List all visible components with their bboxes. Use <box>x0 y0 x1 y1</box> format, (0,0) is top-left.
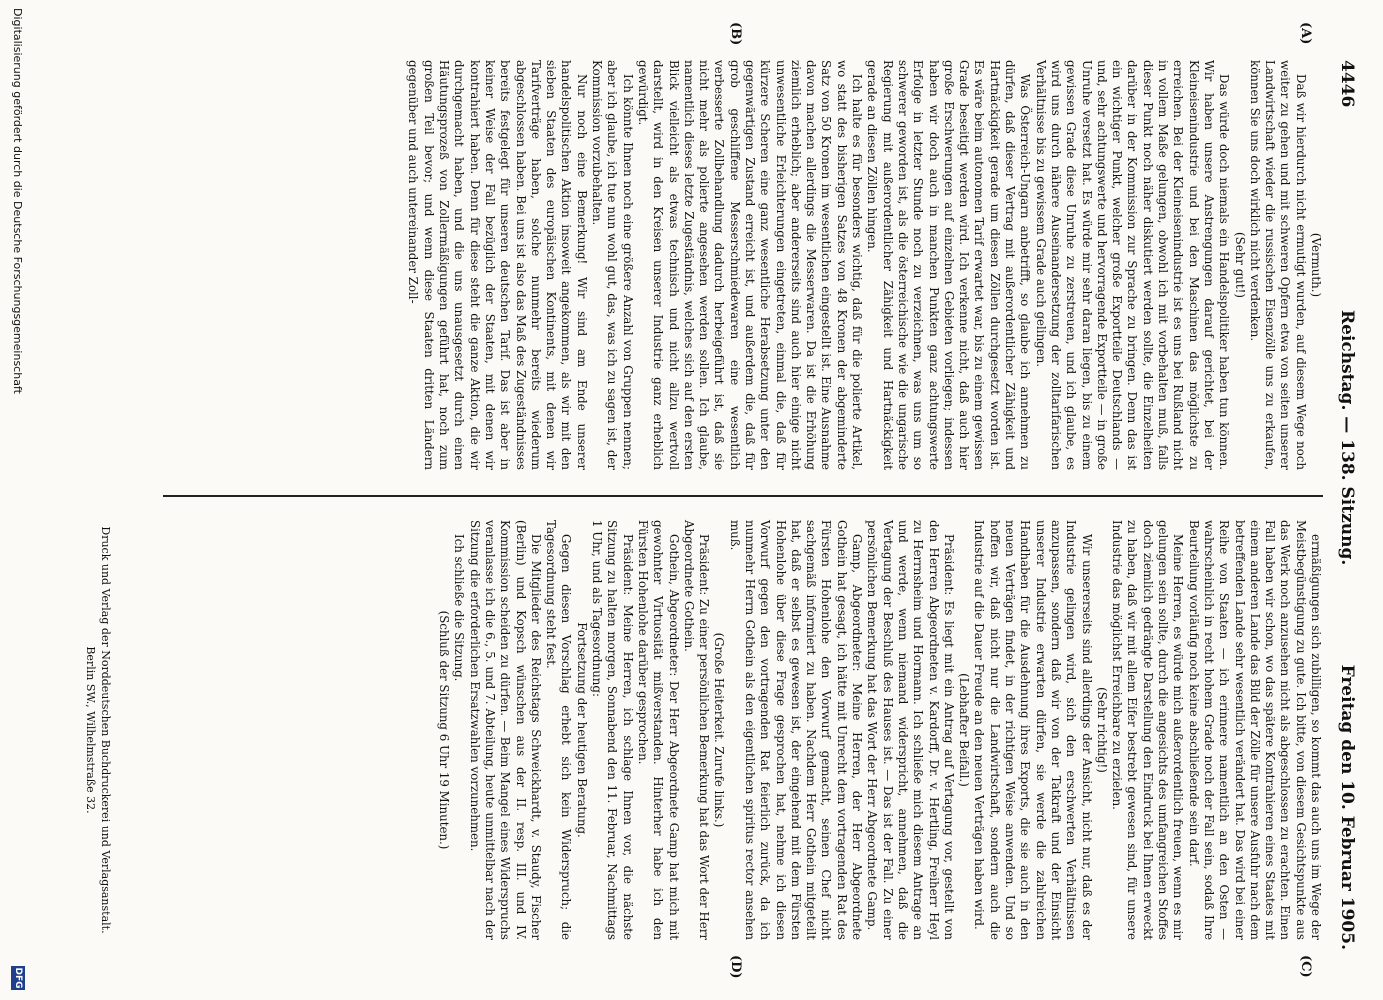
header-date: Freitag den 10. Februar 1905. <box>1337 664 1357 950</box>
header-title: Reichstag. — 138. Sitzung. <box>1337 310 1357 566</box>
paragraph: Wir unsererseits sind allerdings der Ansicht, nicht nur, daß es der Industrie gelingen wird, sich den erschwerten Verhältnissen anzupassen, sondern daß wir von der Tatkraft und der Einsicht unserer Industrie erwarten dürfen, sie werde die zahlreichen Handhaben für die Ausdehnung ihres Exports, die sie auch in den neuen Verträgen findet, in der richtigen Weise anwenden. Und so hoffen wir, daß nicht nur die Landwirtschaft, sondern auch die Industrie auf die Dauer Freude an den neuen Verträgen haben wird. <box>972 520 1094 940</box>
paragraph: Präsident: Meine Herren, ich schlage Ihnen vor, die nächste Sitzung zu halten morgen, Sonnabend den 11. Februar, Nachmittags 1 Uhr, und als Tagesordnung: <box>590 520 635 940</box>
paragraph: Ich könnte Ihnen noch eine größere Anzahl von Gruppen nennen; aber ich glaube, ich tue nun wohl gut, das, was ich zu sagen ist, der Kommission vorzubehalten. <box>590 60 635 470</box>
paragraph: Ich halte es für besonders wichtig, daß für die polierte Artikel, wo statt des bisherigen Satzes von 48 Kronen der abgeminderte Satz von 50 Kronen im wesentlichen eingestellt ist. Eine Ausnahme davon machen allerdings die Messerwaren. Da ist die Erhöhung ziemlich erheblich; aber andererseits sind auch hier einige nicht unwesentliche Erleichterungen eingetreten, einmal die, daß für kürzere Scheren eine ganz wesentliche Herabsetzung unter den gegenwärtigen Zustand erreicht ist, und außerdem die, daß für grob geschliffene Messerschmiedewaren eine wesentlich verbesserte Zollbehandlung dadurch herbeigeführt ist, daß sie nicht mehr als polierte angesehen werden sollen. Ich glaube, namentlich dieses letzte Zugeständnis, welches sich auf den ersten Blick vielleicht als etwas technisch und nicht allzu wertvoll darstellt, wird in den Kreisen unserer Industrie ganz erheblich gewürdigt. <box>635 60 865 470</box>
paragraph: Meine Herren, es würde mich außerordentlich freuen, wenn es mir gelungen sein sollte, durch die angesichts des umfangreichen Stoffes doch ziemlich gedrängte Darstellung den Eindruck bei Ihnen erweckt zu haben, daß wir mit allem Eifer bestrebt gewesen sind, für unsere Industrie das möglichst Erreichbare zu erzielen. <box>1110 520 1186 940</box>
imprint-line: Druck und Verlag der Norddeutschen Buchdruckerei und Verlagsanstalt. <box>99 526 112 934</box>
margin-mark-c: (C) <box>1298 955 1313 978</box>
session-end-note: (Schluß der Sitzung 6 Uhr 19 Minuten.) <box>437 610 452 850</box>
paragraph: Das würde doch niemals ein Handelspolitiker haben tun können. Wir haben unsere Anstrengungen darauf gerichtet, bei der Kleineisenindustrie und bei den Maschinen das möglichste zu erreichen. Bei der Kleineisenindustrie ist es uns bei Rußland nicht in vollem Maße gelungen, obwohl ich mit vorbehalten muß, falls dieser Punkt noch näher diskutiert werden sollte, die Einzelheiten darüber in der Kommission zur Sprache zu bringen. Denn das ist ein wichtiger Punkt, welcher große Exportteile Deutschlands — und, sehr achtungswerte und hervorragende Exportteile — in große Unruhe versetzt hat. Es würde mir sehr daran liegen, bis zu einem gewissen Grade diese Unruhe zu zerstreuen, und ich glaube, es wird uns durch nähere Auseinandersetzung der zolltarifarischen Verhältnisse bis zu gewissem Grade auch gelingen. <box>1033 60 1232 470</box>
paragraph: ermäßigungen sich zubilligen, so kommt das auch uns im Wege der Meistbegünstigung zu gute. Ich bitte, von diesem Gesichtspunkte aus das Werk noch anzusehen nicht als abgeschlossen zu erachten. Einen Fall haben wir schon, wo das spätere Kontrahieren eines Staates mit einem anderen Lande das Bild der Zölle für unsere Ausfuhr nach dem betreffenden Lande sehr wesentlich verändert hat. Das wird bei einer Reihe von Staaten — ich erinnere namentlich an den Osten — wahrscheinlich in recht hohem Grade noch der Fall sein, sodaß Ihre Beurteilung vorläufig noch keine abschließende sein darf. <box>1186 520 1323 940</box>
paragraph: Daß wir hierdurch nicht ermutigt wurden, auf diesem Wege noch weiter zu gehen und mit schweren Opfern etwa von seiten unserer Landwirtschaft wieder die russischen Eisenzölle uns zu erkaufen, können Sie uns doch wirklich nicht verdenken. <box>1247 60 1308 470</box>
margin-mark-d: (D) <box>728 955 743 979</box>
page-number: 4446 <box>1337 60 1357 108</box>
digitization-note <box>6 0 28 1000</box>
dfg-logo-icon: DFG <box>13 967 23 989</box>
paragraph: Gamp, Abgeordneter: Meine Herren, der Herr Abgeordnete Gothein hat gesagt, ich hätte mit Unrecht dem vortragenden Rat des Fürsten Hohenlohe den Vorwurf gemacht, seinen Chef nicht sachgemäß informiert zu haben. Nachdem Herr Gothein mitgeteilt hat, daß er selbst es gewesen ist, der eingehend mit dem Fürsten Hohenlohe über diese Frage gesprochen hat, nehme ich diesen Vorwurf gegen den vortragenden Rat feierlich zurück, da ich nunmehr Herrn Gothein als den eigentlichen spiritus rector ansehen muß. <box>727 520 865 940</box>
paragraph: Gothein, Abgeordneter: Der Herr Abgeordnete Gamp hat mich mit gewohnter Virtuosität mißverstanden. Hinterher habe ich den Fürsten Hohenlohe darüber gesprochen. <box>635 520 681 940</box>
margin-mark-b: (B) <box>728 22 743 46</box>
imprint-line: Berlin SW., Wilhelmstraße 32. <box>84 646 97 814</box>
paragraph: Die Mitglieder des Reichstags Schweickhardt, v. Staudy, Fischer (Berlin) und Kopsch wünschen aus der II. resp. III. und IV. Kommission scheiden zu dürfen. — Beim Mangel eines Widerspruchs veranlasse ich die 6., 5. und 7. Abteilung, heute unmittelbar nach der Sitzung die erforderlichen Ersatzwahlen vorzunehmen. <box>467 520 543 940</box>
column-divider <box>163 495 1323 497</box>
paragraph: Was Österreich-Ungarn anbetrifft, so glaube ich annehmen zu dürfen, daß dieser Vertrag mit außerordentlicher Zähigkeit und Hartnäckigkeit gerade um diesen Zöllen durchgesetzt worden ist. Es wäre beim autonomen Tarif erwartet war, bis zu einem gewissen Grade beseitigt werden wird. Ich verkenne nicht, daß auch hier große Erschwerungen auf einzelnen Gebieten vorliegen; indessen haben wir doch auch in manchen Punkten ganz achtungswerte Erfolge in letzter Stunde noch zu verzeichnen, was uns um so schwerer geworden ist, als die österreichische wie die ungarische Regierung mit außerordentlicher Zähigkeit und Hartnäckigkeit gerade an diesen Zöllen hingen. <box>865 60 1033 470</box>
page-header <box>1331 60 1357 960</box>
agenda-item: Fortsetzung der heutigen Beratung. <box>574 622 589 838</box>
paragraph: Präsident: Es liegt mit ein Antrag auf Vertagung vor, gestellt von den Herren Abgeordneten v. Kardorff, Dr. v. Hertling, Freiherr Heyl zu Herrnsheim und Hormann. Ich schließe mich diesem Antrage an und werde, wenn niemand widerspricht, annehmen, daß die Vertagung der Beschluß des Hauses ist. — Das ist der Fall. Zu einer persönlichen Bemerkung hat das Wort der Herr Abgeordnete Gamp. <box>865 520 956 940</box>
dfg-credit-text: Digitalisierung gefördert durch die Deutsche Forschungsgemeinschaft <box>11 8 24 394</box>
interjection: (Große Heiterkeit. Zurufe links.) <box>712 632 727 828</box>
text-column-right <box>436 520 1323 940</box>
margin-mark-a: (A) <box>1298 22 1313 45</box>
paragraph: Ich schließe die Sitzung. <box>452 534 467 682</box>
paragraph: Präsident: Zu einer persönlichen Bemerkung hat das Wort der Herr Abgeordnete Gothein. <box>681 520 712 940</box>
interjection: (Sehr richtig!) <box>1094 687 1109 773</box>
speaker-tag: (Vermuth.) <box>1309 232 1323 298</box>
interjection: (Sehr gut!) <box>1232 232 1247 298</box>
text-column-left <box>405 60 1323 470</box>
paragraph: Nur noch eine Bemerkung! Wir sind am Ende unserer handelspolitischen Aktion insoweit angekommen, als wir mit den sieben Staaten des europäischen Kontinents, mit denen wir Tarifverträge haben, solche nunmehr bereits wiederum abgeschlossen haben. Bei uns ist also das Maß des Zugeständnisses bereits festgelegt für unseren deutschen Tarif. Das ist aber in keiner Weise der Fall bezüglich der Staaten, mit denen wir kontrahiert haben. Denn für diese steht die ganze Aktion, die wir durchgemacht haben, und die uns unausgesetzt durch einen Häutungsprozeß von Zollermäßigungen geführt hat, noch zum großen Teil bevor; und wenn diese Staaten dritten Ländern gegenüber und auch untereinander Zoll- <box>406 60 589 470</box>
interjection: (Lebhafter Beifall.) <box>957 673 972 787</box>
paragraph: Gegen diesen Vorschlag erhebt sich kein Widerspruch; die Tagesordnung steht fest. <box>544 520 574 940</box>
printer-imprint <box>83 520 113 940</box>
